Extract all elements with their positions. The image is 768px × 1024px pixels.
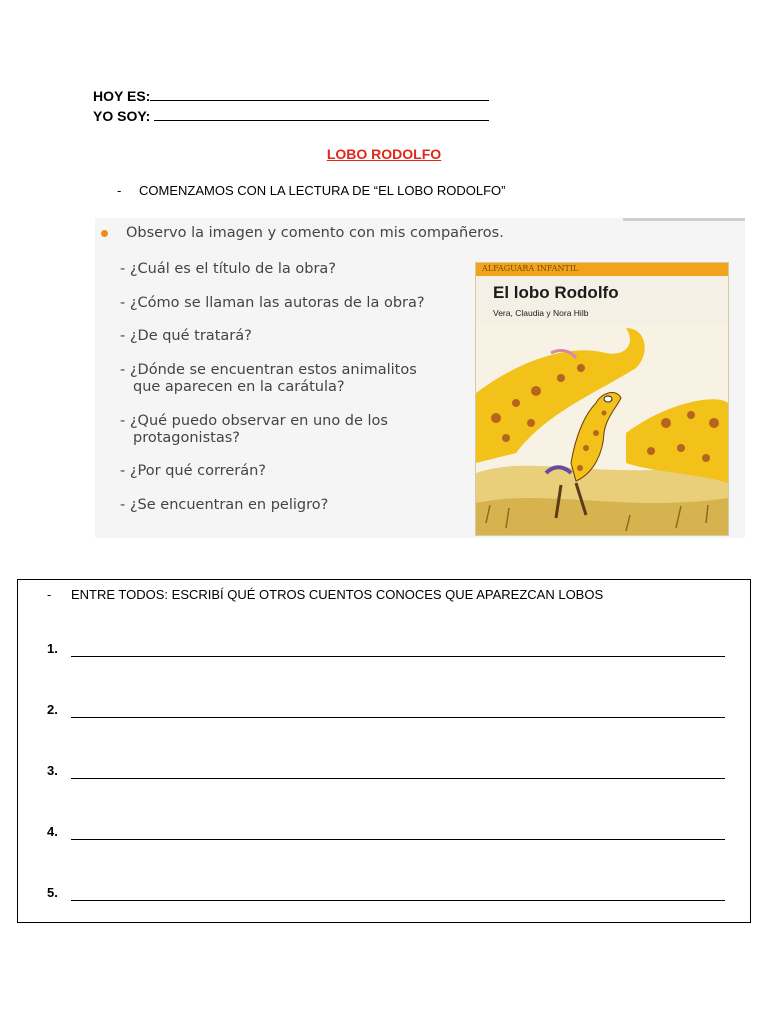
answer-rule[interactable] [71,778,725,779]
answer-line-5[interactable] [47,885,725,903]
answer-number: 1. [47,641,58,656]
name-label: YO SOY: [93,108,151,124]
question-authors: - ¿Cómo se llaman las autoras de la obra? [120,295,425,311]
answer-line-1[interactable] [47,641,725,659]
question-danger: - ¿Se encuentran en peligro? [120,497,329,513]
activity-prompt [47,587,603,602]
intro-text: COMENZAMOS CON LA LECTURA DE “EL LOBO RODOLFO” [139,183,506,198]
answer-rule[interactable] [71,656,725,657]
panel-heading: Observo la imagen y comento con mis compañeros. [126,225,504,241]
answer-number: 5. [47,885,58,900]
page-title: LOBO RODOLFO [326,146,442,162]
question-topic: - ¿De qué tratará? [120,328,252,344]
answer-number: 4. [47,824,58,839]
activity-box [17,579,751,923]
answer-rule[interactable] [71,717,725,718]
activity-dash: - [47,587,52,602]
cover-authors: Vera, Claudia y Nora Hilb [493,308,589,318]
date-input-line[interactable] [150,89,489,101]
answer-line-3[interactable] [47,763,725,781]
panel-top-bar [623,218,745,221]
intro-dash: - [117,183,122,198]
book-cover [475,262,729,536]
answer-number: 2. [47,702,58,717]
answer-line-2[interactable] [47,702,725,720]
name-input-line[interactable] [154,109,489,121]
question-protagonist-line1: - ¿Qué puedo observar en uno de los [120,413,388,429]
question-title: - ¿Cuál es el título de la obra? [120,261,336,277]
date-label: HOY ES: [93,88,151,104]
cover-illustration [476,323,728,535]
answer-rule[interactable] [71,900,725,901]
cover-publisher: ALFAGUARA INFANTIL [482,264,579,273]
answer-line-4[interactable] [47,824,725,842]
answer-number: 3. [47,763,58,778]
bullet-icon [101,230,108,237]
question-why-run: - ¿Por qué correrán? [120,463,266,479]
name-field [93,108,489,125]
activity-prompt-text: ENTRE TODOS: ESCRIBÍ QUÉ OTROS CUENTOS CONOCES QUE APAREZCAN LOBOS [71,587,604,602]
question-protagonist-line2: protagonistas? [133,430,240,446]
answer-rule[interactable] [71,839,725,840]
question-location-line1: - ¿Dónde se encuentran estos animalitos [120,362,417,378]
cover-title: El lobo Rodolfo [493,283,619,302]
date-field [93,88,489,105]
observation-panel [95,218,745,538]
intro-instruction [117,183,505,198]
question-location-line2: que aparecen en la carátula? [133,379,345,395]
